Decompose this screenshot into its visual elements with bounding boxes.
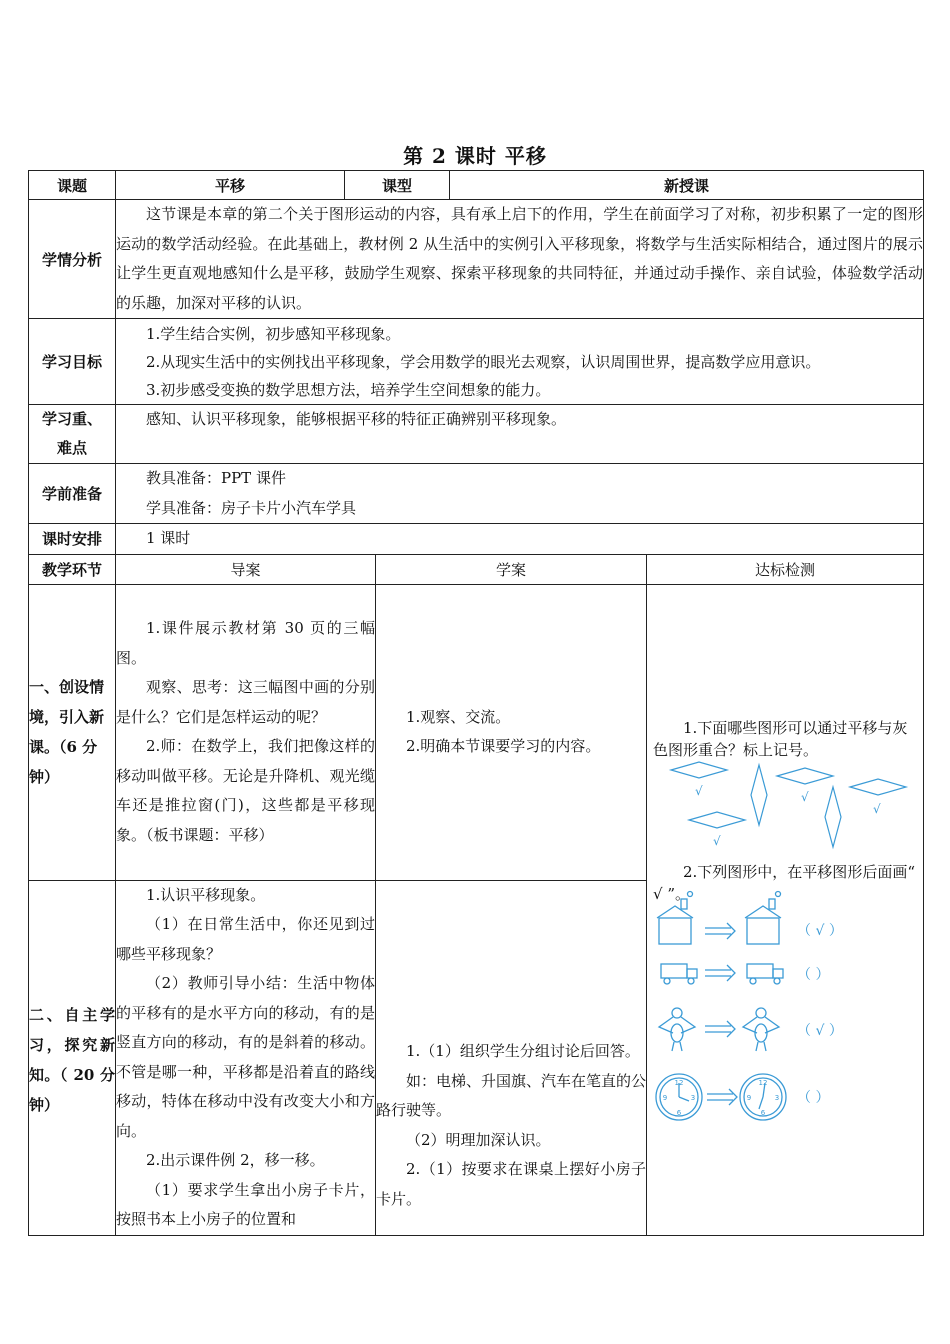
- row-analysis: [29, 200, 924, 319]
- answer-4: （ ）: [797, 1089, 830, 1106]
- check-mark: √: [713, 833, 721, 848]
- house-icon: [659, 918, 691, 944]
- row-prep: [29, 464, 924, 524]
- label-key-line2: 难点: [56, 439, 87, 457]
- angel-figures: [659, 1008, 779, 1051]
- prep-student: 学具准备：房子卡片小汽车学具: [146, 498, 357, 517]
- wheel: [688, 978, 694, 984]
- stage2-label: 二、自主学习，探究新知。（ 20 分钟）: [29, 880, 116, 1235]
- goal-item: 1.学生结合实例，初步感知平移现象。: [146, 324, 401, 343]
- study-paragraph: 如：电梯、升国旗、汽车在笔直的公路行驶等。: [376, 1071, 647, 1119]
- clock-number: 12: [674, 1078, 684, 1087]
- clock-number: 12: [758, 1078, 768, 1087]
- guide-paragraph: 1.认识平移现象。: [146, 885, 266, 904]
- rhombus-shape: [825, 787, 841, 847]
- house-icon: [747, 918, 779, 944]
- rhombus-shape: [751, 765, 767, 825]
- label-type: 课型: [345, 171, 450, 200]
- wheel: [664, 978, 670, 984]
- schedule-value: [116, 524, 924, 555]
- page-title: 第 2 课时 平移: [403, 144, 547, 168]
- analysis-text: [116, 200, 924, 319]
- stage1-study: [376, 584, 647, 880]
- key-points-paragraph: 感知、认识平移现象，能够根据平移的特征正确辨别平移现象。: [146, 410, 567, 428]
- header-study: 学案: [376, 554, 647, 584]
- clock-number: 9: [746, 1093, 752, 1102]
- arrow-icon: [705, 923, 735, 939]
- label-schedule: 课时安排: [29, 524, 116, 555]
- exercise-cell: [647, 584, 924, 1235]
- arrow-icon: [705, 1021, 735, 1037]
- check-mark: √: [695, 783, 703, 798]
- rhombus-shape: [689, 812, 745, 828]
- stage1-label: 一、创设情境，引入新课。（6 分钟）: [29, 584, 116, 880]
- angel-icon: [756, 1008, 766, 1018]
- stage2-study: [376, 880, 647, 1235]
- row-key-points: [29, 405, 924, 464]
- key-points-text: [116, 405, 924, 464]
- truck-icon: [661, 964, 687, 978]
- answer-1: （ √ ）: [797, 922, 843, 939]
- goals-text: [116, 319, 924, 405]
- clock-number: 6: [676, 1108, 682, 1117]
- study-paragraph: 1.（1）组织学生分组讨论后回答。: [406, 1042, 640, 1060]
- label-analysis: 学情分析: [29, 200, 116, 319]
- truck-figures: [661, 964, 783, 984]
- clock-number: 3: [774, 1093, 780, 1102]
- guide-paragraph: （2）教师引导小结：生活中物体的平移有的是水平方向的移动，有的是竖直方向的移动，有的是斜着的移动。不管是哪一种，平移都是沿着直的路线移动，特体在移动中没有改变大小和方向。: [116, 974, 375, 1140]
- label-key-points: [29, 405, 116, 464]
- check-mark: √: [801, 789, 809, 804]
- arrow-icon: [705, 965, 735, 981]
- study-paragraph: （2）明理加深认识。: [406, 1130, 551, 1149]
- rhombus-marks: [695, 784, 881, 848]
- check-mark: √: [873, 801, 881, 816]
- analysis-paragraph: 这节课是本章的第二个关于图形运动的内容，具有承上启下的作用，学生在前面学习了对称，初步积累了一定的图形运动的数学活动经验。在此基础上，教材例 2 从生活中的实例引入平移现象，将数学与生活实际相结合，通过图片的展示让学生更直观地感知什么是平移，鼓励学生观察、探索平移现象的共同特征，并通过动手操作、亲自试验，体验数学活动的乐趣，加深对平移的认识。: [116, 205, 924, 312]
- exercise-q1: 1.下面哪些图形可以通过平移与灰色图形重合？标上记号。: [653, 718, 908, 759]
- study-paragraph: 2.明确本节课要学习的内容。: [406, 737, 601, 755]
- header-check: 达标检测: [647, 554, 924, 584]
- prep-teacher: 教具准备：PPT 课件: [146, 469, 286, 487]
- header-guide: 导案: [116, 554, 376, 584]
- arrow-icon: [707, 1089, 737, 1105]
- goal-item: 3.初步感受变换的数学思想方法，培养学生空间想象的能力。: [146, 380, 551, 399]
- stage2-guide: [116, 880, 376, 1235]
- rhombus-shape: [850, 779, 906, 795]
- study-paragraph: 1.观察、交流。: [406, 707, 511, 726]
- guide-paragraph: 观察、思考：这三幅图中画的分别是什么？它们是怎样运动的呢？: [116, 678, 375, 726]
- label-key-line1: 学习重、: [41, 410, 102, 428]
- angel-icon: [672, 1008, 682, 1018]
- clock-number: 3: [690, 1093, 696, 1102]
- truck-cab: [773, 969, 783, 978]
- goal-item: 2.从现实生活中的实例找出平移现象，学会用数学的眼光去观察，认识周围世界，提高数学应用意识。: [146, 352, 821, 371]
- study-paragraph: 2.（1）按要求在课桌上摆好小房子卡片。: [376, 1160, 647, 1208]
- guide-paragraph: （1）在日常生活中，你还见到过哪些平移现象？: [116, 915, 375, 963]
- truck-icon: [747, 964, 773, 978]
- label-prep: 学前准备: [29, 464, 116, 524]
- answer-3: （ √ ）: [797, 1022, 843, 1039]
- header-stage: 教学环节: [29, 554, 116, 584]
- row-goals: [29, 319, 924, 405]
- value-type: 新授课: [450, 171, 924, 200]
- exercise-q2: 2.下列图形中，在平移图形后面画“ √ ”。: [653, 862, 915, 903]
- schedule-text: 1 课时: [146, 529, 191, 547]
- prep-text: [116, 464, 924, 524]
- rhombus-shape: [777, 768, 833, 784]
- lesson-plan-table: [28, 170, 924, 1236]
- answer-2: （ ）: [797, 966, 830, 983]
- rhombus-group: [671, 762, 906, 847]
- guide-paragraph: 2.师：在数学上，我们把像这样的移动叫做平移。无论是升降机、观光缆车还是推拉窗(门)，这些都是平移现象。（板书课题：平移）: [116, 737, 375, 844]
- value-topic: 平移: [116, 171, 345, 200]
- stage1-guide: [116, 584, 376, 880]
- guide-paragraph: （1）要求学生拿出小房子卡片，按照书本上小房子的位置和: [116, 1180, 375, 1228]
- wheel: [750, 978, 756, 984]
- truck-cab: [687, 969, 697, 978]
- clock-number: 9: [662, 1093, 668, 1102]
- label-goals: 学习目标: [29, 319, 116, 405]
- row-topic: [29, 171, 924, 200]
- guide-paragraph: 2.出示课件例 2，移一移。: [146, 1151, 325, 1169]
- row-schedule: [29, 524, 924, 555]
- row-header: [29, 554, 924, 584]
- exercise-figure: [647, 589, 921, 1231]
- label-topic: 课题: [29, 171, 116, 200]
- clock-number: 6: [760, 1108, 766, 1117]
- row-stage1: [29, 584, 924, 880]
- guide-paragraph: 1.课件展示教材第 30 页的三幅图。: [116, 619, 375, 667]
- wheel: [774, 978, 780, 984]
